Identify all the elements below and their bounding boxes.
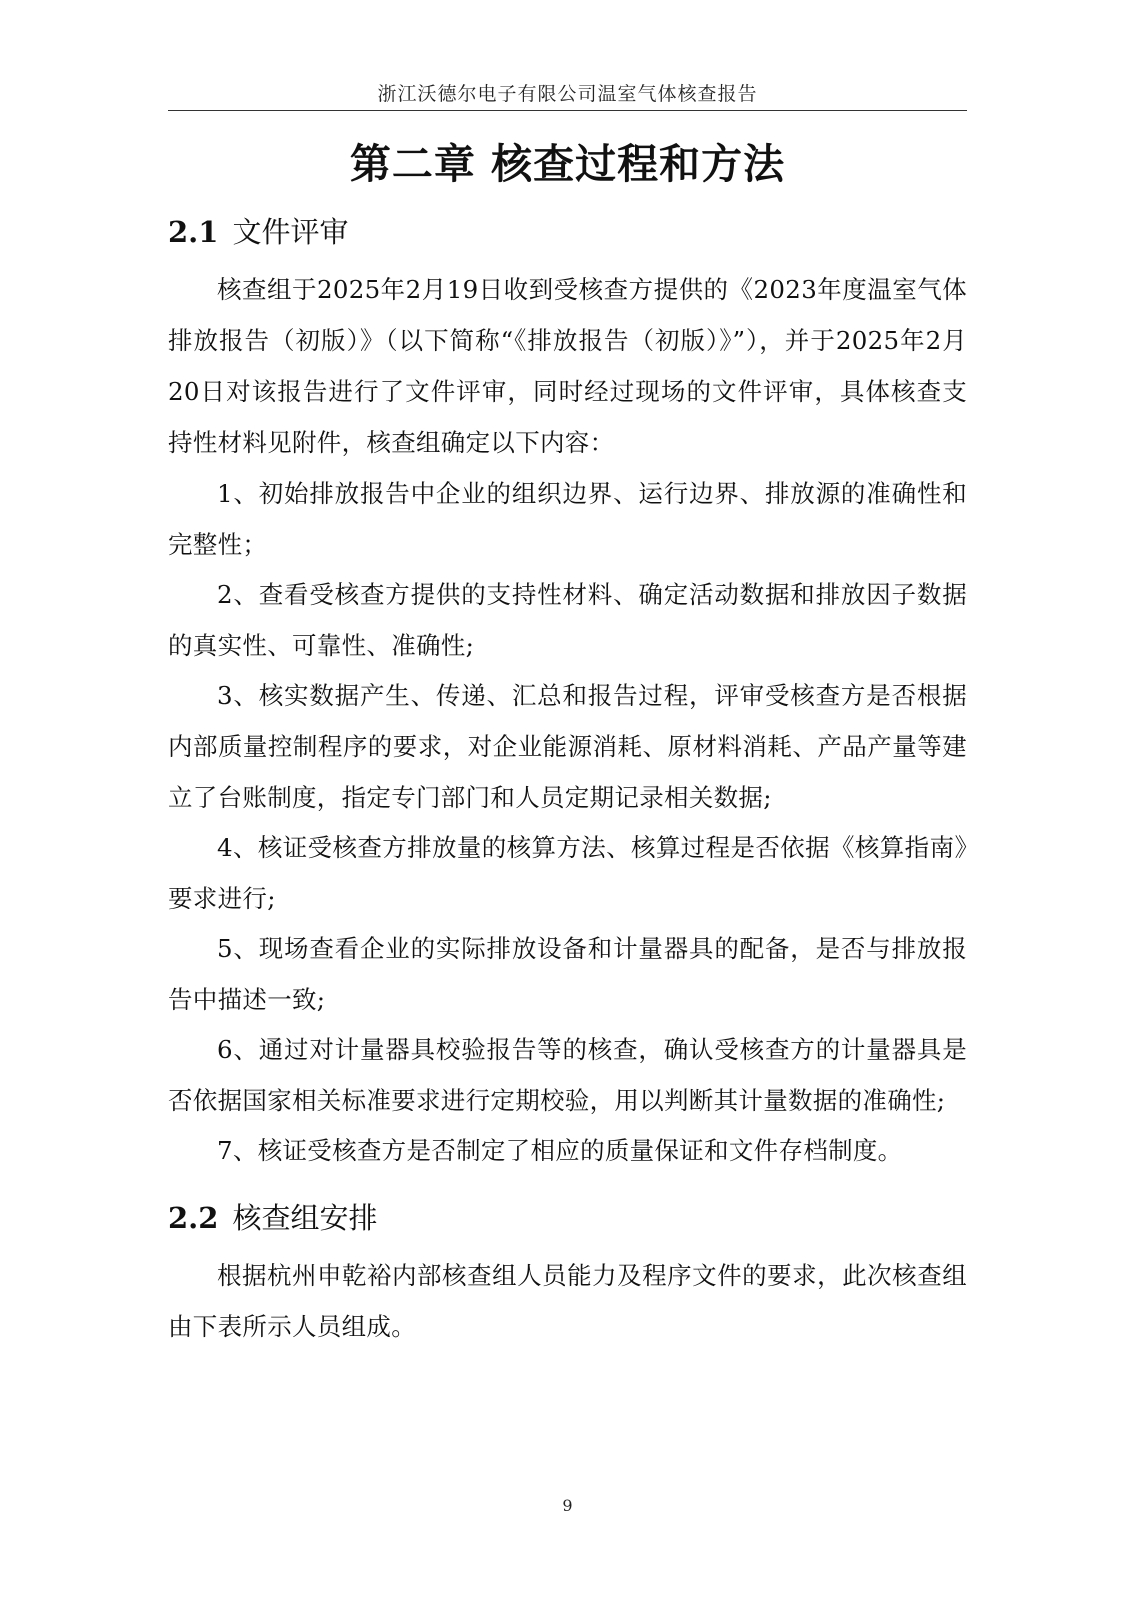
section-2-1-title: 文件评审 (232, 215, 349, 249)
section-2-1-number: 2.1 (168, 215, 219, 249)
running-header: 浙江沃德尔电子有限公司温室气体核查报告 (377, 83, 758, 105)
page-number: 9 (562, 1496, 573, 1515)
section-2-2-heading (168, 1196, 377, 1240)
list-item: 5、现场查看企业的实际排放设备和计量器具的配备，是否与排放报告中描述一致; (168, 934, 967, 1014)
list-item: 4、核证受核查方排放量的核算方法、核算过程是否依据《核算指南》要求进行; (168, 833, 967, 913)
header-rule (168, 110, 967, 111)
chapter-title: 第二章 核查过程和方法 (349, 140, 786, 188)
list-item: 1、初始排放报告中企业的组织边界、运行边界、排放源的准确性和完整性； (168, 479, 967, 559)
list-item: 7、核证受核查方是否制定了相应的质量保证和文件存档制度。 (217, 1136, 903, 1165)
section-2-2-number: 2.2 (168, 1201, 219, 1235)
list-item: 2、查看受核查方提供的支持性材料、确定活动数据和排放因子数据的真实性、可靠性、准确性; (168, 580, 967, 660)
section-2-1-intro: 核查组于2025年2月19日收到受核查方提供的《2023年度温室气体排放报告（初版）》（以下简称“《排放报告（初版）》”），并于2025年2月20日对该报告进行了文件评审，同时经过现场的文件评审，具体核查支持性材料见附件，核查组确定以下内容： (168, 275, 967, 457)
section-2-2-title: 核查组安排 (232, 1201, 378, 1235)
list-item: 6、通过对计量器具校验报告等的核查，确认受核查方的计量器具是否依据国家相关标准要求进行定期校验，用以判断其计量数据的准确性; (168, 1035, 967, 1115)
list-item: 3、核实数据产生、传递、汇总和报告过程，评审受核查方是否根据内部质量控制程序的要求，对企业能源消耗、原材料消耗、产品产量等建立了台账制度，指定专门部门和人员定期记录相关数据; (168, 681, 967, 812)
section-2-2-body: 根据杭州申乾裕内部核查组人员能力及程序文件的要求，此次核查组由下表所示人员组成。 (168, 1261, 967, 1341)
section-2-1-heading (168, 210, 348, 254)
